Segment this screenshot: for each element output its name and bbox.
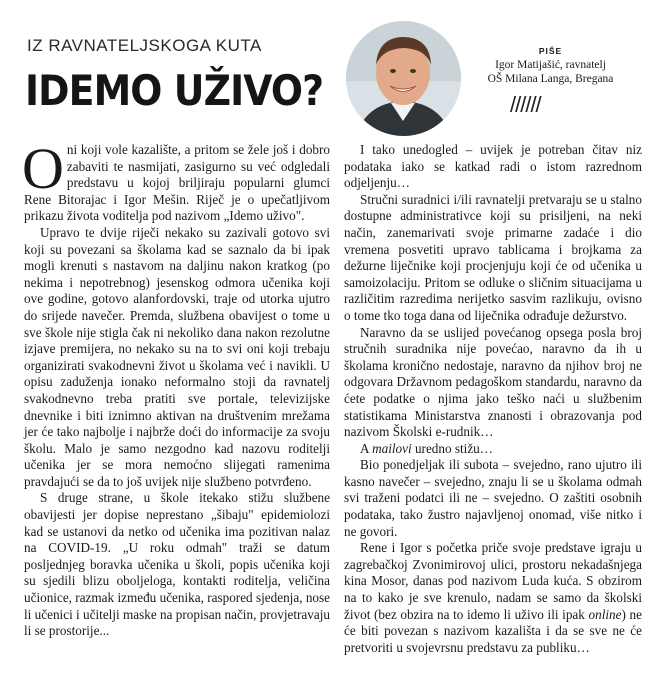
drop-cap: O (22, 136, 64, 201)
author-role-label: PIŠE (538, 46, 563, 56)
author-name: Igor Matijašić, ravnatelj (495, 59, 606, 71)
section-label: IZ RAVNATELJSKOGA KUTA (27, 36, 262, 55)
text-fragment: uredno stižu… (411, 440, 493, 456)
author-portrait-image (346, 21, 461, 136)
emphasis: mailovi (372, 440, 412, 456)
author-photo (346, 21, 461, 136)
paragraph-text: ni koji vole kazalište, a pritom se žele još i dobro zabaviti te nasmijati, zasigurno su već odgledali predstavu u kojoj briljiraju popularni glumci Rene Bitorajac i Igor Mešin. Riječ je o upečatljivom prikazu života voditelja pod nazivom „Idemo uživo". (24, 142, 330, 224)
text-fragment: ) ne će biti povezan s nazivom kazališta i da se sve ne će pretvoriti u svojevrsnu predstavu za publiku… (344, 606, 643, 655)
paragraph: I tako unedogled – uvijek je potreban čitav niz podataka iako se katkad radi o istom razrednom odjeljenju… (344, 142, 642, 191)
paragraph (22, 136, 330, 225)
author-school: OŠ Milana Langa, Bregana (487, 73, 614, 85)
emphasis: online (588, 606, 622, 622)
paragraph (344, 441, 642, 458)
byline (468, 44, 633, 86)
paragraph: Upravo te dvije riječi nekako su zazivali gotovo svi koji su povezani sa školama kad se saznalo da bi ipak mogli krenuti s nastavom na daljinu nakon kratkog (po nekima i nepotrebnog) jesenskog odmora učenika koji ove godine, gotovo alanfordovski, traje od utorka ujutro do srijede navečer. Premda, službena obavijest o tome u sve škole nije stigla čak ni nekoliko dana nakon rezolutne izjave premijera, no nekako su na to svi oni koji trebaju organizirati svakodnevni život u školama već i navikli. U opisu zaduženja ionako neformalno stoji da ravnatelj svakodnevno treba pratiti sve portale, televizijske dnevnike i biti iznimno aktivan na društvenim mrežama jer će tako najbolje i najbrže doći do informacije za svoju školu. Malo je samo nezgodno kad nazovu roditelji učenika jer se mora nemoćno slijegati ramenima pravdajući se da to još uvijek nije službeno potvrđeno. (24, 224, 330, 489)
paragraph: Naravno da se uslijed povećanog opsega posla broj stručnih suradnika nije povećao, naravno da ih u školama kronično nedostaje, naravno da njihov broj ne odgovara Državnom pedagoškom standardu, naravno da ćete podatke o njima jako teško naći u službenim statistikama Ministarstva znanosti i obrazovanja pod nazivom Školski e-rudnik… (344, 324, 642, 440)
paragraph: S druge strane, u škole itekako stižu službene obavijesti jer dopise neprestano „šibaju" epidemiolozi kad se ustanovi da netko od učenika ima pozitivan nalaz na COVID-19. „U roku odmah" traži se datum posljednjeg boravka učenika u školi, popis učenika koji su sjedili blizu oboljeloga, kontakti roditelja, veličina učionice, razmak između učenika, raspored sjedenja, nose li učenici i učitelji maske na propisan način, provjetravaju li se prostorije... (24, 490, 330, 639)
decorative-slashes: ////// (510, 92, 541, 117)
article-column-left (22, 136, 330, 640)
paragraph: Stručni suradnici i/ili ravnatelji pretvaraju se u stalno dostupne administrativce koji su prisiljeni, na neki način, zanemarivati svoje primarne zadaće i dio vremena posvetiti upravo tablicama i brojkama za dežurne liječnike koji procjenjuju koji će od učenika u samoizolaciju. Pritom se odluke o sličnim situacijama u različitim razredima nerijetko sasvim razlikuju, ovisno o tome tko toga dana od liječnika odrađuje dežurstvo. (344, 191, 642, 323)
text-fragment: A (360, 440, 373, 456)
text-fragment: Rene i Igor s početka priče svoje predstave igraju u zagrebačkoj Zvonimirovoj ulici, prostoru nekadašnjega kina Mosor, danas pod nazivom Luda kuća. S obzirom na to kako je sve krenulo, nadam se samo da školski život (bez obzira na to idemo li uživo ili ipak (344, 540, 642, 622)
article-column-right (344, 142, 642, 656)
headline: IDEMO UŽIVO? (25, 66, 324, 115)
paragraph: Bio ponedjeljak ili subota – svejedno, rano ujutro ili kasno navečer – svejedno, znaju li se u školama odmah svi traženi podatci ili ne – svejedno. O zaštiti osobnih podataka, tako žustro najavljenoj onomad, više nitko i ne govori. (344, 457, 642, 539)
paragraph (344, 540, 642, 656)
